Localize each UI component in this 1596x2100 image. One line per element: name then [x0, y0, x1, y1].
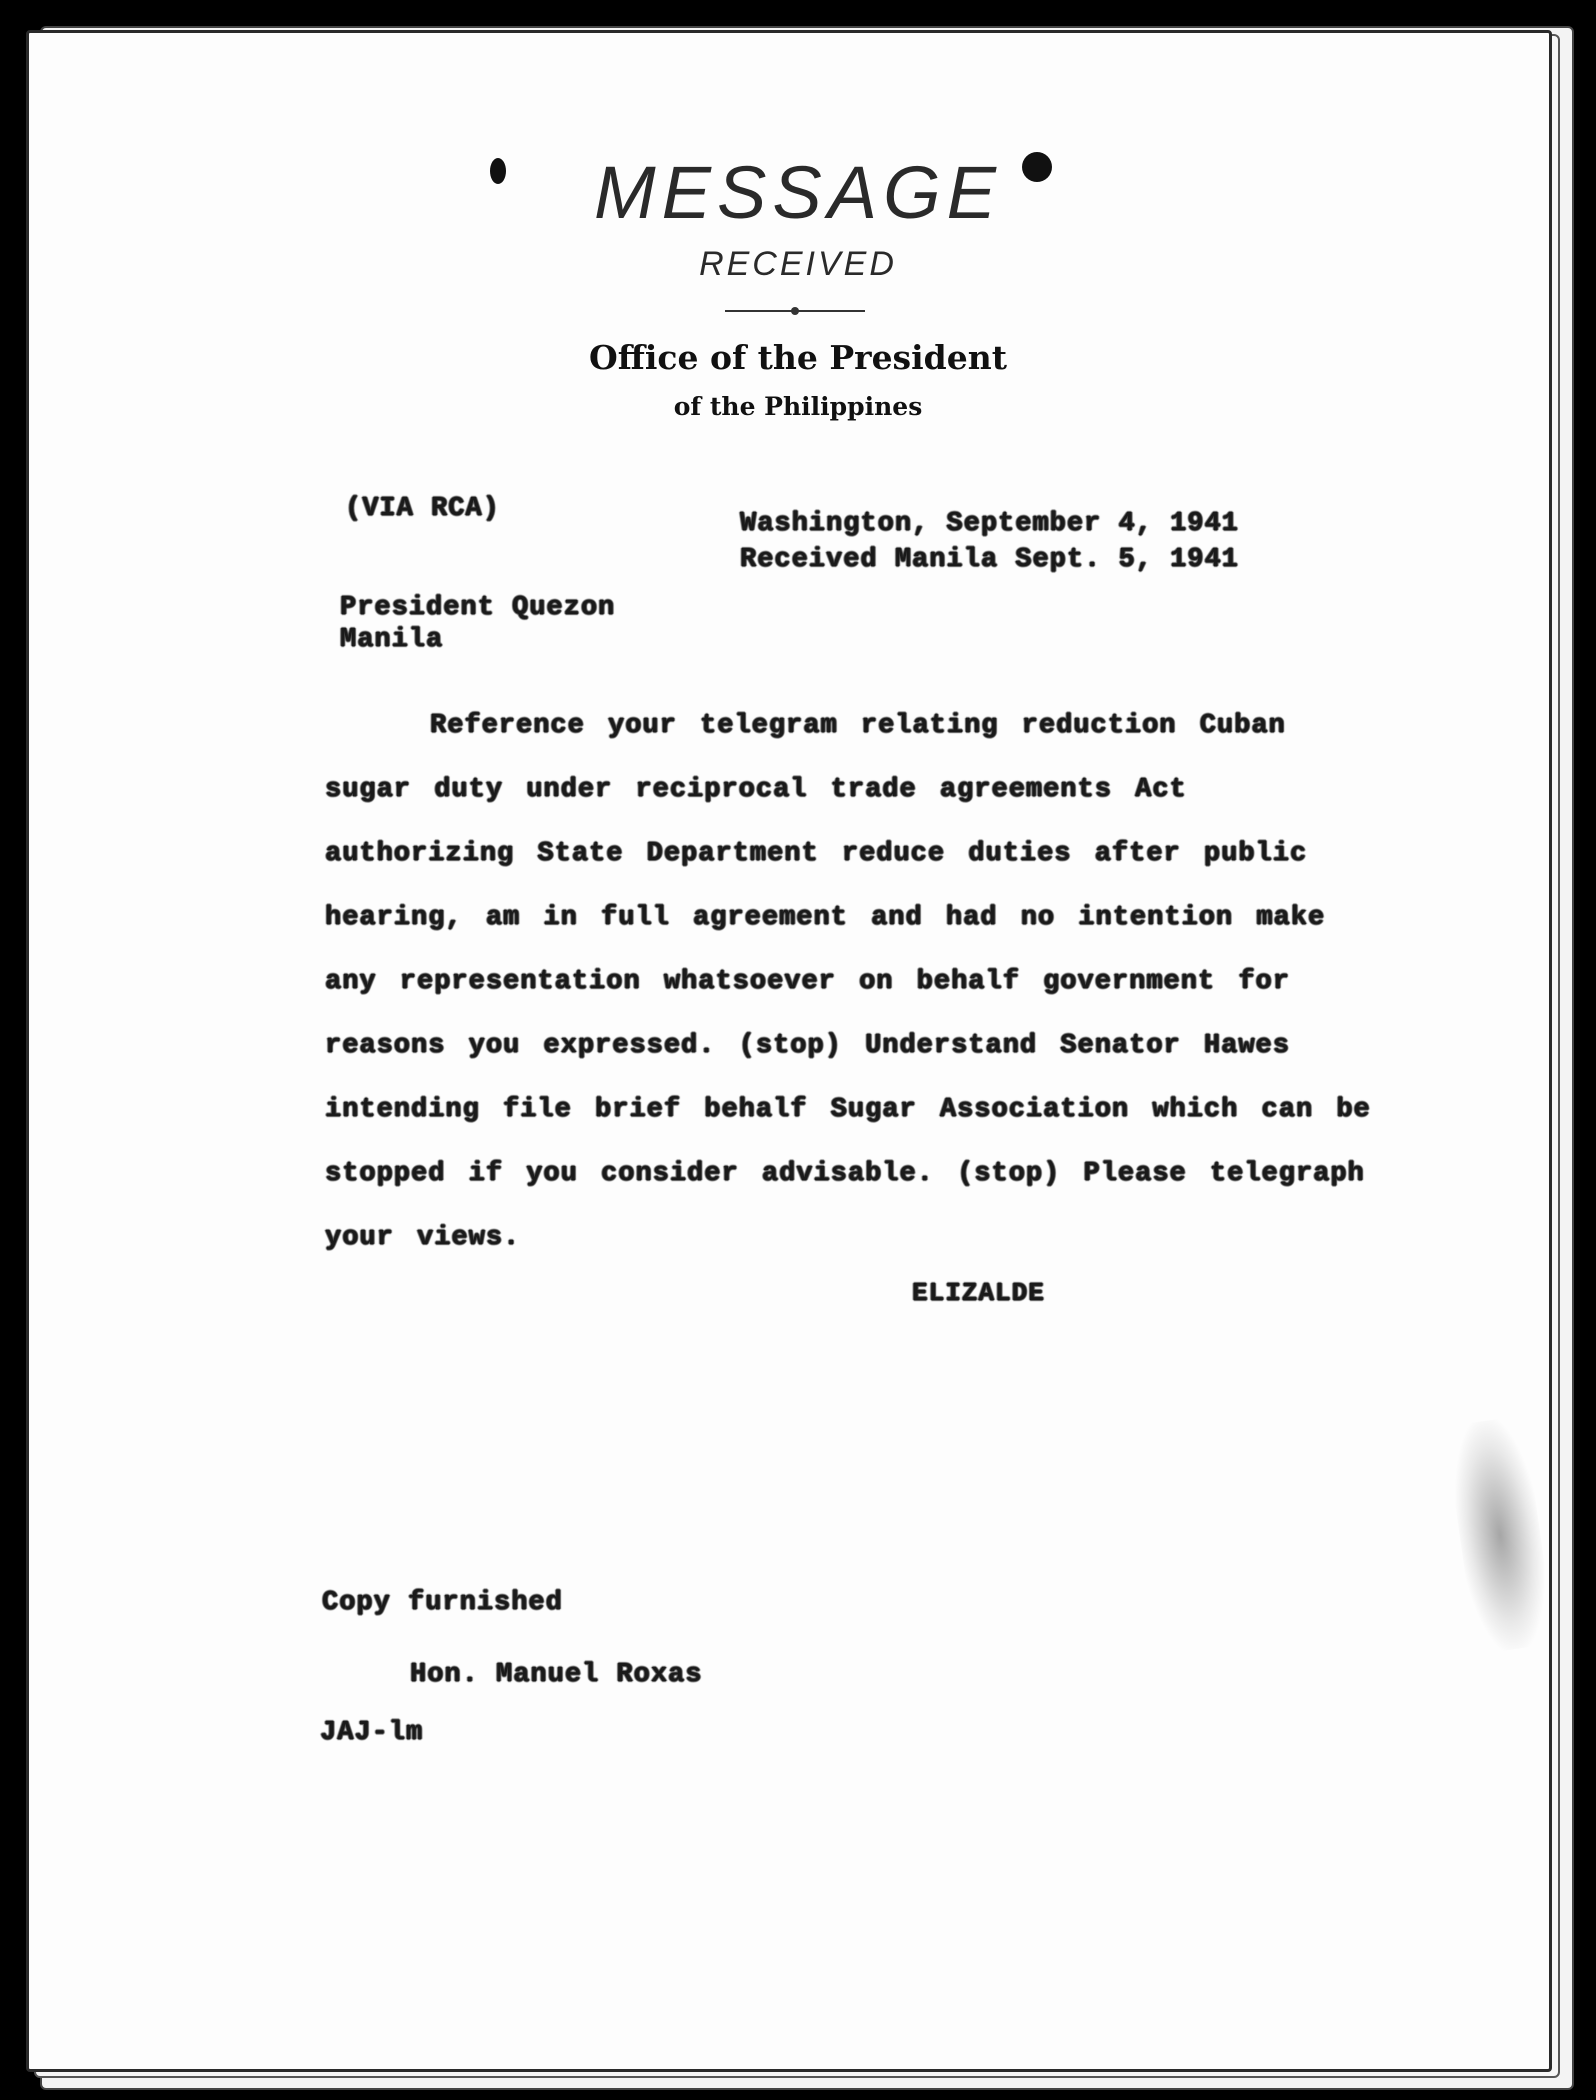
received-date: Received Manila Sept. 5, 1941	[740, 545, 1239, 575]
signature: ELIZALDE	[912, 1278, 1045, 1308]
letterhead-title: MESSAGE	[594, 151, 1002, 234]
sent-date: Washington, September 4, 1941	[740, 509, 1239, 539]
copy-furnished-label: Copy furnished	[322, 1588, 563, 1618]
addressee-city: Manila	[340, 625, 444, 655]
addressee-name: President Quezon	[340, 593, 616, 623]
message-body: Reference your telegram relating reduction Cuban sugar duty under reciprocal trade agreements Act authorizing State Department reduce duties after public hearing, am in full agreement and had no intention make any representation whatsoever on behalf government for reasons you expressed. (stop) Understand Senator Hawes intending file brief behalf Sugar Association which can be stopped if you consider advisable. (stop) Please telegraph your views.	[325, 711, 1371, 1253]
addressee-block	[340, 592, 615, 656]
letterhead-office: Office of the President	[589, 338, 1007, 377]
dateline	[740, 506, 1239, 578]
letterhead-country: of the Philippines	[673, 392, 923, 421]
transmission-via: (VIA RCA)	[345, 494, 500, 524]
letterhead-divider	[725, 310, 865, 312]
reference-initials: JAJ-lm	[320, 1718, 424, 1748]
copy-recipient: Hon. Manuel Roxas	[410, 1660, 703, 1690]
letterhead-subtitle: RECEIVED	[699, 245, 897, 283]
